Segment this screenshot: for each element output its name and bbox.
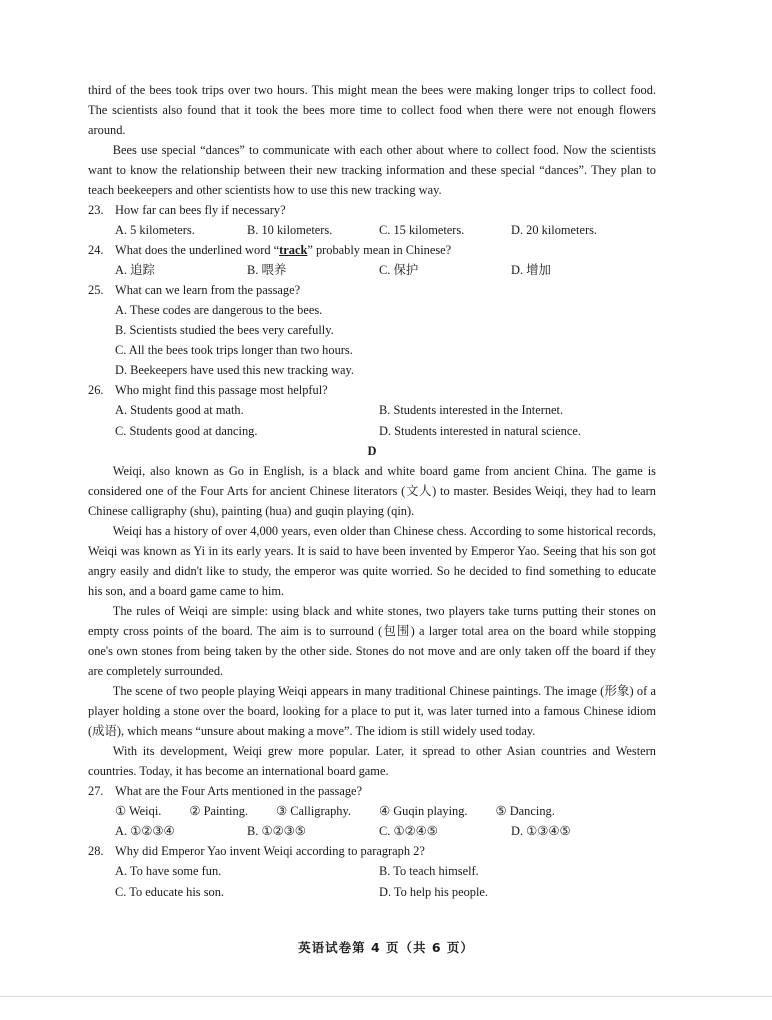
question-stem: What can we learn from the passage? <box>115 283 301 297</box>
question-number: 24. <box>88 243 104 257</box>
question-27 <box>88 781 656 801</box>
question-number: 27. <box>88 784 104 798</box>
question-27-options <box>88 821 656 841</box>
question-26 <box>88 380 656 400</box>
question-stem: How far can bees fly if necessary? <box>115 203 286 217</box>
option-a: A. ①②③④ <box>115 824 175 838</box>
question-stem: Who might find this passage most helpful? <box>115 383 328 397</box>
section-d-title: D <box>367 444 377 458</box>
option-b: B. Students interested in the Internet. <box>379 403 564 417</box>
option-b: B. To teach himself. <box>379 864 479 878</box>
question-25 <box>88 280 656 300</box>
section-d-paragraph-5: With its development, Weiqi grew more popular. Later, it spread to other Asian countries and Western countries. Today, it has become an international board game. <box>88 744 656 778</box>
item-5: ⑤ Dancing. <box>495 804 555 818</box>
question-24-options <box>88 260 656 280</box>
section-d-paragraph-4: The scene of two people playing Weiqi appears in many traditional Chinese paintings. The image (形象) of a player holding a stone over the board, looking for a place to put it, was later turned into a famous Chinese idiom (成语), which means “unsure about making a move”. The idiom is still widely used today. <box>88 684 656 738</box>
option-b: B. 10 kilometers. <box>247 223 333 237</box>
option-d: D. ①③④⑤ <box>511 824 571 838</box>
option-d: D. 增加 <box>511 263 551 277</box>
question-stem-before: What does the underlined word “ <box>115 243 280 257</box>
item-2: ② Painting. <box>189 804 248 818</box>
question-24 <box>88 240 656 260</box>
question-number: 26. <box>88 383 104 397</box>
option-a: A. Students good at math. <box>115 403 244 417</box>
question-stem <box>115 240 451 260</box>
option-c: C. Students good at dancing. <box>115 423 258 438</box>
section-d-paragraph-1: Weiqi, also known as Go in English, is a black and white board game from ancient China. The game is considered one of the Four Arts for ancient Chinese literators (文人) to master. Besides Weiqi, they had to learn Chinese calligraphy (shu), painting (hua) and guqin playing (qin). <box>88 464 656 518</box>
section-d-paragraph-2: Weiqi has a history of over 4,000 years, even older than Chinese chess. According to some historical records, Weiqi was known as Yi in its early years. It is said to have been invented by Emperor Yao. Seeing that his son got angry easily and didn't like to study, the emperor was quite worried. So he decided to find something to educate his son, and a board game came to him. <box>88 524 656 598</box>
option-c: C. All the bees took trips longer than two hours. <box>115 343 353 357</box>
option-a: A. 5 kilometers. <box>115 223 195 237</box>
question-stem: What are the Four Arts mentioned in the passage? <box>115 784 363 798</box>
option-c: C. 15 kilometers. <box>379 223 465 237</box>
underlined-word: track <box>279 243 308 257</box>
page-content <box>88 80 656 902</box>
item-4: ④ Guqin playing. <box>378 804 468 818</box>
question-number: 23. <box>88 203 104 217</box>
question-28 <box>88 841 656 861</box>
option-c: C. 保护 <box>379 263 419 277</box>
option-b: B. 喂养 <box>247 263 287 277</box>
question-23 <box>88 200 656 220</box>
question-26-options-row-1 <box>88 400 656 421</box>
item-3: ③ Calligraphy. <box>275 804 351 818</box>
passage-c-paragraph-2: Bees use special “dances” to communicate with each other about where to collect food. Now the scientists want to know the relationship between their new tracking information and these special “dances”. They plan to teach beekeepers and other scientists how to use this new tracking way. <box>88 143 656 197</box>
question-stem: Why did Emperor Yao invent Weiqi according to paragraph 2? <box>115 844 425 858</box>
question-stem-after: ” probably mean in Chinese? <box>307 243 452 257</box>
question-number: 28. <box>88 844 104 858</box>
item-1: ① Weiqi. <box>115 804 162 818</box>
question-number: 25. <box>88 283 104 297</box>
passage-c-paragraph-1: third of the bees took trips over two hours. This might mean the bees were making longer trips to collect food. The scientists also found that it took the bees more time to collect food when there were not enough flowers around. <box>88 83 656 137</box>
option-c: C. ①②④⑤ <box>379 824 438 838</box>
question-28-options-row-2 <box>88 882 656 903</box>
option-b: B. ①②③⑤ <box>247 824 306 838</box>
option-c: C. To educate his son. <box>115 884 225 899</box>
option-d: D. Beekeepers have used this new tracking way. <box>115 363 355 377</box>
option-d: D. To help his people. <box>379 884 489 899</box>
question-27-items <box>88 801 656 821</box>
question-26-options-row-2 <box>88 421 656 442</box>
question-23-options <box>88 220 656 240</box>
option-d: D. 20 kilometers. <box>511 223 598 237</box>
option-b: B. Scientists studied the bees very carefully. <box>115 323 334 337</box>
page-footer: 英语试卷第 4 页（共 6 页） <box>298 940 474 955</box>
option-a: A. 追踪 <box>115 263 155 277</box>
question-28-options-row-1 <box>88 861 656 882</box>
option-a: A. To have some fun. <box>115 864 222 878</box>
page-bottom-divider <box>0 996 772 997</box>
section-d-paragraph-3: The rules of Weiqi are simple: using black and white stones, two players take turns putting their stones on empty cross points of the board. The aim is to surround (包围) a larger total area on the board while stopping one's own stones from being taken by the other side. Stones do not move and are only taken off the board if they are completely surrounded. <box>88 604 656 678</box>
option-a: A. These codes are dangerous to the bees. <box>115 303 323 317</box>
option-d: D. Students interested in natural science. <box>379 423 581 438</box>
